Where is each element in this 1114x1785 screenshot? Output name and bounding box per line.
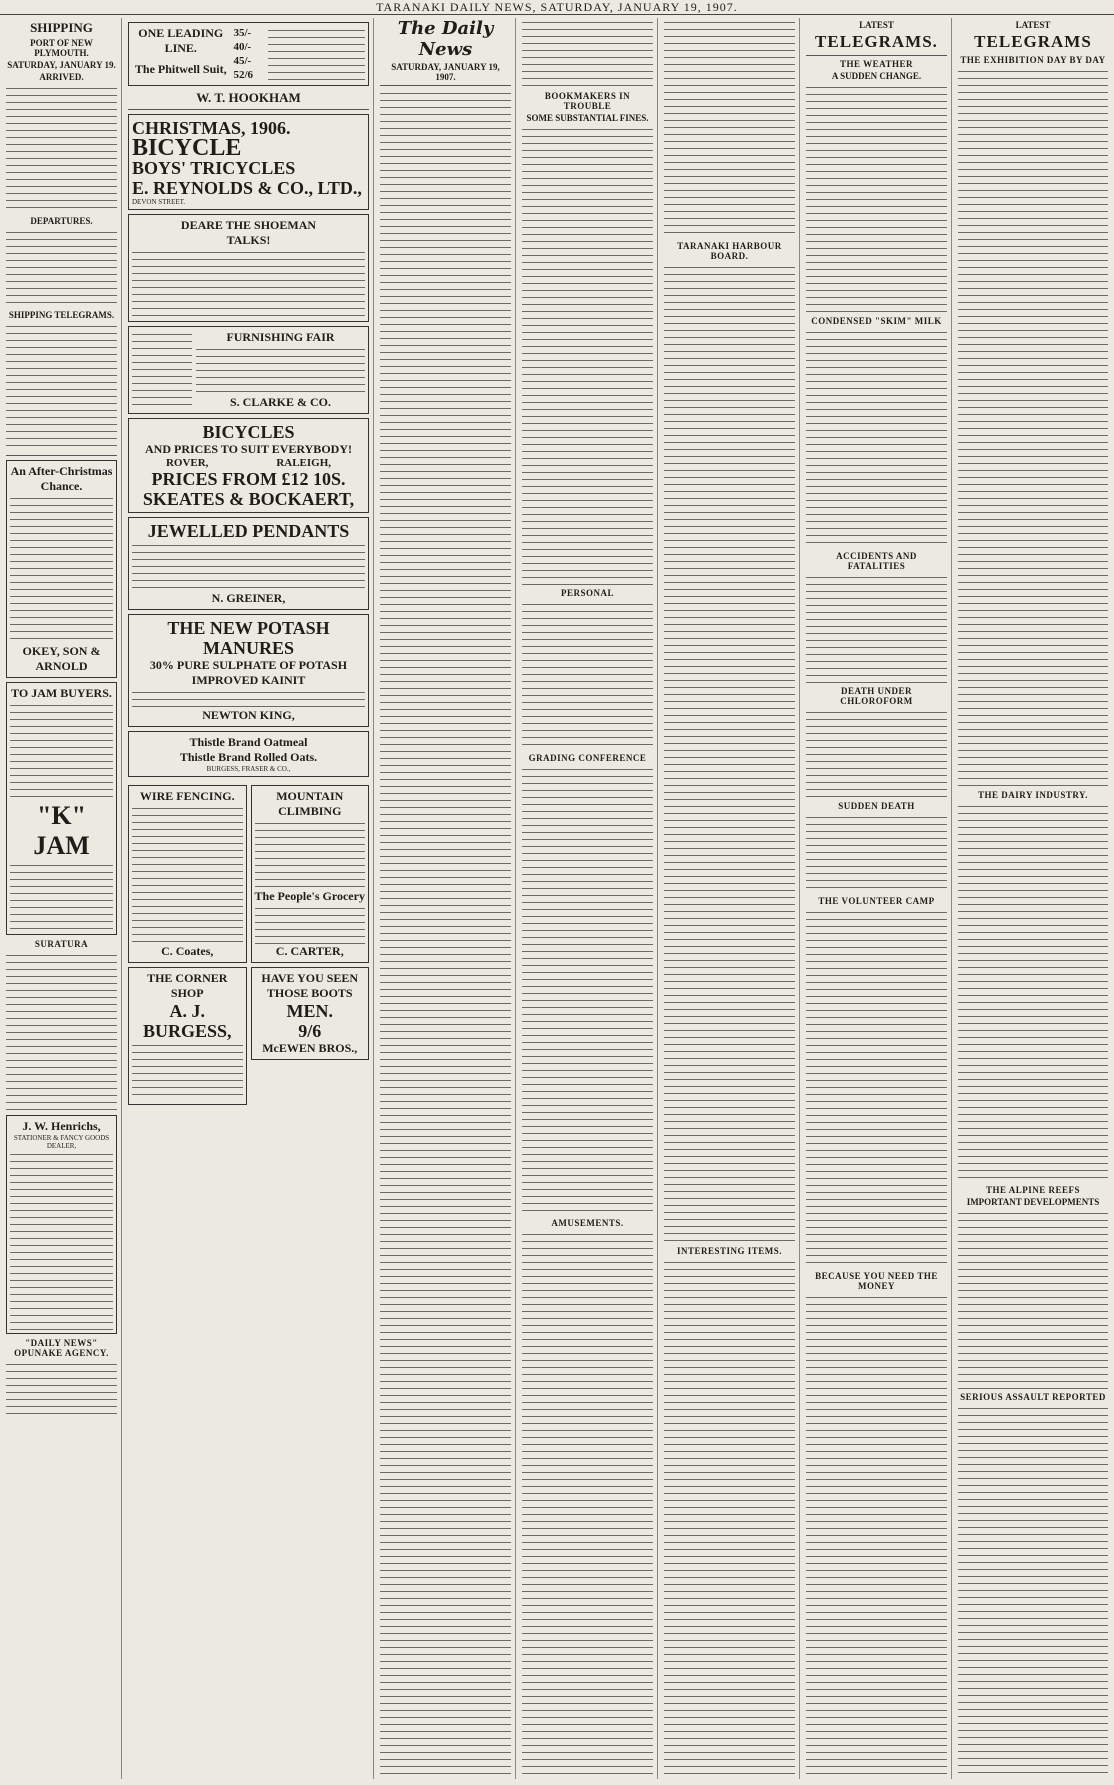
need-money-heading: BECAUSE YOU NEED THE MONEY <box>815 1271 938 1291</box>
sudden-change: A SUDDEN CHANGE. <box>831 71 922 81</box>
thistle-rolled-oats: Thistle Brand Rolled Oats. <box>179 750 318 764</box>
dairy-heading: THE DAIRY INDUSTRY. <box>978 790 1088 800</box>
phitwell-suit: The Phitwell Suit, <box>134 62 227 76</box>
column-6 <box>802 18 952 1779</box>
corner-shop: THE CORNER SHOP <box>147 971 228 1000</box>
peoples-grocery: The People's Grocery <box>254 889 365 903</box>
reynolds-ad <box>128 114 369 210</box>
burgess-aj: A. J. BURGESS, <box>142 1001 232 1041</box>
furnishing-ad <box>128 326 369 414</box>
okey-title: OKEY, SON & ARNOLD <box>22 644 101 673</box>
skeates-name: SKEATES & BOCKAERT, <box>142 489 355 509</box>
fines-subheading: SOME SUBSTANTIAL FINES. <box>526 113 649 123</box>
hookham-name: W. T. HOOKHAM <box>196 90 301 105</box>
bicycles-heading: BICYCLES <box>202 422 295 442</box>
henrichs-sub: STATIONER & FANCY GOODS DEALER, <box>13 1134 110 1150</box>
kainit: IMPROVED KAINIT <box>191 673 306 687</box>
potash-heading: THE NEW POTASH MANURES <box>167 618 330 658</box>
telegrams-text <box>6 322 117 452</box>
telegrams-heading: TELEGRAMS. <box>815 32 938 51</box>
devon-street: DEVON STREET. <box>132 198 186 206</box>
rover: ROVER, <box>165 457 209 469</box>
boys-tricycles: BOYS' TRICYCLES <box>132 158 296 178</box>
telegrams-heading-2: TELEGRAMS <box>974 32 1092 51</box>
arrived-heading: ARRIVED. <box>39 72 84 82</box>
one-leading-line: ONE LEADING LINE. <box>138 26 224 55</box>
price-2: 40/- <box>233 41 252 53</box>
hookham-ad <box>128 22 369 86</box>
thistle-oatmeal: Thistle Brand Oatmeal <box>189 735 308 749</box>
wire-fencing: WIRE FENCING. <box>139 789 235 803</box>
jewelled-pendants: JEWELLED PENDANTS <box>147 521 350 541</box>
skeates-ad <box>128 418 369 513</box>
talks: TALKS! <box>226 233 271 247</box>
exhibition-heading: THE EXHIBITION DAY BY DAY <box>960 55 1106 65</box>
bicycle-heading: BICYCLE <box>132 135 242 161</box>
deare-ad <box>128 214 369 322</box>
arrived-text <box>6 84 117 214</box>
interesting-items-heading: INTERESTING ITEMS. <box>676 1246 783 1256</box>
volunteer-camp-heading: THE VOLUNTEER CAMP <box>818 896 935 906</box>
boots-ad <box>251 967 370 1060</box>
opunake-agency: "DAILY NEWS" OPUNAKE AGENCY. <box>14 1338 109 1358</box>
pendants-ad <box>128 517 369 610</box>
suratura-title: SURATURA <box>34 939 89 949</box>
price-4: 52/6 <box>233 69 254 81</box>
boots-price: 9/6 <box>298 1021 322 1041</box>
jam-ad <box>6 682 117 935</box>
chloroform-heading: DEATH UNDER CHLOROFORM <box>840 686 913 706</box>
men: MEN. <box>286 1001 333 1021</box>
editorial-date: SATURDAY, JANUARY 19, 1907. <box>391 62 500 82</box>
prices-from: PRICES FROM £12 10S. <box>151 469 346 489</box>
column-5 <box>660 18 800 1779</box>
column-7 <box>954 18 1112 1779</box>
burgess-fraser: BURGESS, FRASER & CO., <box>206 765 291 773</box>
column-3 <box>376 18 516 1779</box>
potash-sub: 30% PURE SULPHATE OF POTASH <box>149 658 348 672</box>
coates-name: C. Coates, <box>161 944 214 958</box>
masthead: TARANAKI DAILY NEWS, SATURDAY, JANUARY 19, 1907. <box>0 0 1114 15</box>
amusements-heading: AMUSEMENTS. <box>551 1218 624 1228</box>
raleigh: RALEIGH, <box>276 457 332 469</box>
newton-king: NEWTON KING, <box>202 708 295 722</box>
jam-title: TO JAM BUYERS. <box>11 686 112 700</box>
editorial-title: The Daily News <box>397 18 494 60</box>
k-jam: "K" JAM <box>33 801 90 860</box>
deare-title: DEARE THE SHOEMAN <box>180 218 317 232</box>
departures-heading: DEPARTURES. <box>30 216 93 226</box>
sudden-death-heading: SUDDEN DEATH <box>838 801 915 811</box>
greiner-name: N. GREINER, <box>211 591 286 605</box>
personal-heading: PERSONAL <box>560 588 614 598</box>
wire-fencing-ad <box>128 785 247 963</box>
condensed-milk-heading: CONDENSED "SKIM" MILK <box>811 316 942 326</box>
editorial-body <box>380 89 511 1779</box>
henrichs-title: J. W. Henrichs, <box>22 1119 101 1133</box>
latest-label: LATEST <box>859 20 894 30</box>
carter-name: C. CARTER, <box>275 944 344 958</box>
after-christmas-ad <box>6 460 117 678</box>
column-2 <box>124 18 374 1779</box>
reynolds-name: E. REYNOLDS & CO., LTD., <box>132 178 362 198</box>
harbour-board-heading: TARANAKI HARBOUR BOARD. <box>677 241 782 261</box>
mountain-climbing: MOUNTAIN CLIMBING <box>276 789 344 818</box>
port-line: PORT OF NEW PLYMOUTH. <box>30 38 93 58</box>
shipping-title: SHIPPING <box>30 20 93 35</box>
price-3: 45/- <box>233 55 252 67</box>
alpine-reefs-heading: THE ALPINE REEFS <box>985 1185 1081 1195</box>
latest-label-2: LATEST <box>1015 20 1051 30</box>
price-1: 35/- <box>233 27 252 39</box>
telegrams-heading: SHIPPING TELEGRAMS. <box>8 310 115 320</box>
mcewen-name: McEWEN BROS., <box>262 1041 358 1055</box>
oatmeal-ad <box>128 731 369 777</box>
departures-text <box>6 228 117 308</box>
prices-to-suit: AND PRICES TO SUIT EVERYBODY! <box>145 442 352 456</box>
assault-heading: SERIOUS ASSAULT REPORTED <box>960 1392 1106 1402</box>
have-you-seen: HAVE YOU SEEN THOSE BOOTS <box>261 971 359 1000</box>
accidents-heading: ACCIDENTS AND FATALITIES <box>836 551 917 571</box>
grading-heading: GRADING CONFERENCE <box>528 753 647 763</box>
important-developments: IMPORTANT DEVELOPMENTS <box>966 1197 1100 1207</box>
furnishing-fair: FURNISHING FAIR <box>226 330 335 344</box>
column-4 <box>518 18 658 1779</box>
after-christmas-title: An After-Christmas Chance. <box>10 464 113 493</box>
christmas-1906: CHRISTMAS, 1906. <box>132 118 291 138</box>
clarke-name: S. CLARKE & CO. <box>229 395 331 409</box>
date-line: SATURDAY, JANUARY 19. <box>7 60 116 70</box>
bookmakers-heading: BOOKMAKERS IN TROUBLE <box>544 91 631 111</box>
potash-ad <box>128 614 369 727</box>
weather-heading: THE WEATHER <box>840 59 913 69</box>
corner-shop-ad <box>128 967 247 1105</box>
column-1 <box>2 18 122 1779</box>
henrichs-ad <box>6 1115 117 1334</box>
climbing-ad <box>251 785 370 963</box>
